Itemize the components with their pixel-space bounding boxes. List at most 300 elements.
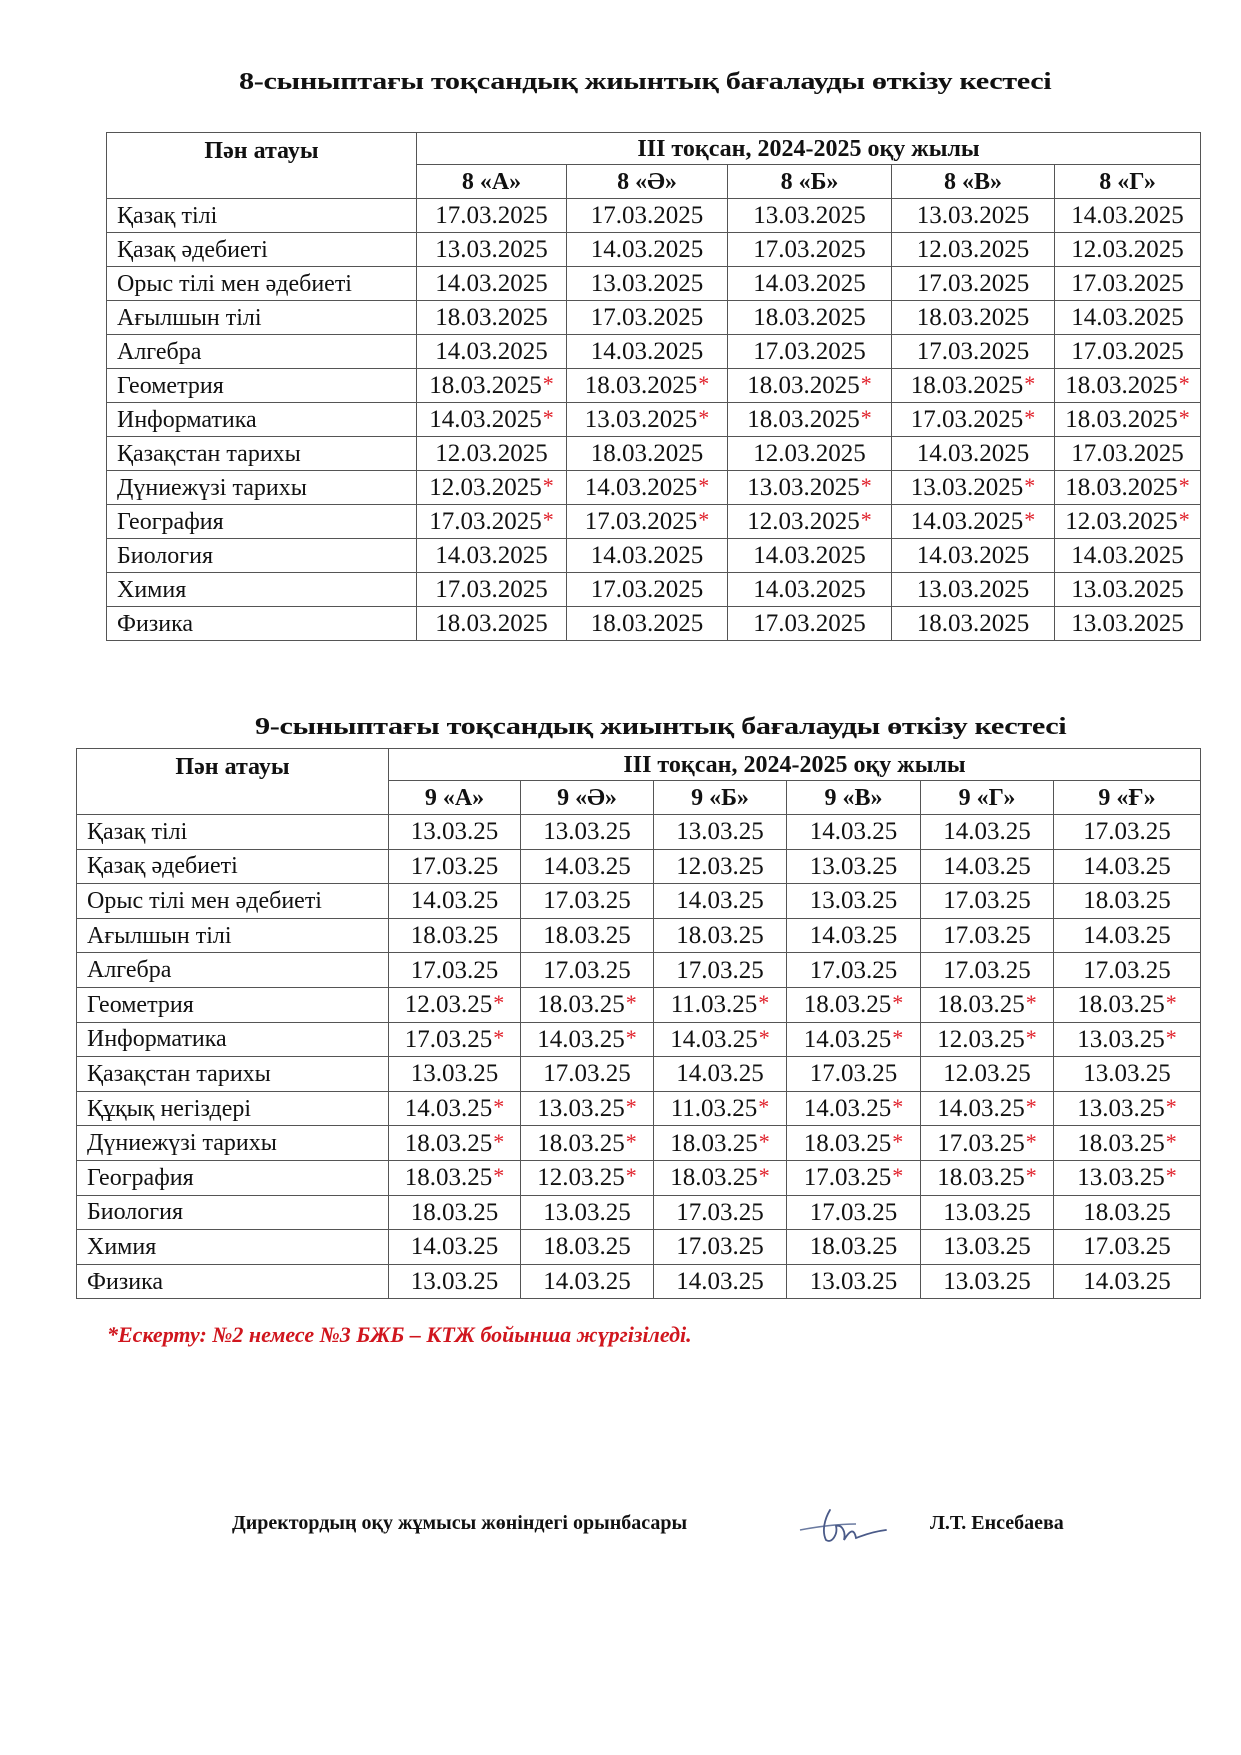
exam-date-cell: [521, 1057, 654, 1092]
subject-name: Информатика: [77, 1022, 389, 1057]
exam-date-cell: [389, 884, 521, 919]
exam-date-cell: [1055, 573, 1201, 607]
exam-date-cell: [567, 233, 728, 267]
exam-date-cell: [417, 335, 567, 369]
exam-date-cell: [892, 539, 1055, 573]
exam-date-cell: [654, 1160, 787, 1195]
exam-date: 17.03.25: [676, 1198, 764, 1226]
exam-date-cell: [1055, 335, 1201, 369]
exam-date: 13.03.2025: [747, 474, 860, 501]
exam-date: 17.03.25: [943, 956, 1031, 984]
exam-date: 18.03.25: [537, 991, 625, 1019]
exam-date-cell: [389, 1160, 521, 1195]
exam-date-cell: [417, 505, 567, 539]
exam-date-cell: [1054, 1126, 1201, 1161]
subject-name: Қазақ әдебиеті: [107, 233, 417, 267]
exam-date-cell: [787, 1195, 921, 1230]
asterisk-marker: *: [698, 405, 710, 430]
exam-date-cell: [567, 301, 728, 335]
exam-date-cell: [521, 1022, 654, 1057]
subject-name: Алгебра: [107, 335, 417, 369]
subject-name: Физика: [77, 1264, 389, 1299]
exam-date-cell: [921, 884, 1054, 919]
exam-date-cell: [728, 301, 892, 335]
exam-date: 14.03.25: [1083, 852, 1171, 880]
exam-date-cell: [1054, 987, 1201, 1022]
class-column-header: 8 «Ә»: [567, 165, 728, 199]
exam-date: 13.03.25: [809, 852, 898, 880]
exam-date: 13.03.25: [676, 818, 764, 846]
exam-date-cell: [521, 953, 654, 988]
asterisk-marker: *: [698, 371, 710, 396]
exam-date-cell: [787, 1057, 921, 1092]
exam-date: 17.03.25: [676, 1233, 764, 1261]
exam-date-cell: [892, 403, 1055, 437]
exam-date-cell: [892, 369, 1055, 403]
exam-date: 13.03.2025: [435, 236, 548, 263]
exam-date: 14.03.2025: [753, 270, 866, 297]
exam-date: 17.03.2025: [753, 236, 866, 263]
subject-name: География: [107, 505, 417, 539]
exam-date-cell: [728, 505, 892, 539]
exam-date-cell: [654, 1230, 787, 1265]
exam-date: 14.03.2025: [435, 542, 548, 569]
exam-date: 17.03.2025: [1071, 270, 1184, 297]
asterisk-marker: *: [1025, 1163, 1037, 1189]
exam-date-cell: [654, 884, 787, 919]
subject-name: Биология: [107, 539, 417, 573]
subject-name: Ағылшын тілі: [77, 918, 389, 953]
table-row: [77, 1264, 1201, 1299]
exam-date-cell: [417, 301, 567, 335]
exam-date-cell: [1054, 1264, 1201, 1299]
exam-date: 14.03.25: [543, 852, 631, 880]
exam-date: 17.03.25: [543, 956, 631, 984]
subject-name: Қазақ әдебиеті: [77, 849, 389, 884]
exam-date: 17.03.25: [809, 956, 898, 984]
exam-date: 14.03.2025: [590, 542, 704, 569]
exam-date: 17.03.2025: [1071, 338, 1184, 365]
exam-date-cell: [654, 1195, 787, 1230]
exam-date-cell: [417, 573, 567, 607]
subject-name: Алгебра: [77, 953, 389, 988]
table-row: [77, 953, 1201, 988]
asterisk-marker: *: [1165, 990, 1177, 1016]
exam-date: 17.03.2025: [429, 508, 542, 535]
exam-date-cell: [1055, 471, 1201, 505]
exam-date-cell: [921, 1126, 1054, 1161]
exam-date-cell: [787, 1091, 921, 1126]
table-row: [107, 369, 1201, 403]
exam-date: 14.03.2025: [910, 508, 1024, 535]
exam-date: 14.03.25: [404, 1095, 493, 1123]
exam-date-cell: [389, 987, 521, 1022]
exam-date: 17.03.25: [676, 956, 764, 984]
exam-date-cell: [1054, 849, 1201, 884]
table8-title: 8-сыныптағы тоқсандық жиынтық бағалауды өткізу кестесі: [239, 69, 1052, 95]
exam-date-cell: [921, 1091, 1054, 1126]
exam-date-cell: [787, 1160, 921, 1195]
exam-date: 14.03.25: [676, 1268, 764, 1296]
exam-date: 18.03.2025: [747, 406, 860, 433]
exam-date-cell: [417, 403, 567, 437]
exam-date: 14.03.25: [943, 852, 1031, 880]
exam-date: 17.03.2025: [435, 202, 548, 229]
exam-date: 13.03.25: [410, 1268, 499, 1296]
exam-date: 17.03.25: [410, 956, 499, 984]
exam-date: 17.03.2025: [753, 610, 866, 637]
asterisk-marker: *: [860, 507, 872, 532]
table-row: [107, 233, 1201, 267]
exam-date-cell: [1055, 607, 1201, 641]
exam-date-cell: [728, 335, 892, 369]
exam-date: 17.03.2025: [753, 338, 866, 365]
exam-date-cell: [1055, 267, 1201, 301]
exam-date-cell: [521, 1195, 654, 1230]
table-row: [77, 1195, 1201, 1230]
exam-date-cell: [389, 1057, 521, 1092]
exam-date: 18.03.25: [670, 1129, 758, 1157]
exam-date: 17.03.25: [809, 1060, 898, 1088]
exam-date: 13.03.25: [809, 887, 898, 915]
asterisk-marker: *: [1165, 1163, 1177, 1189]
subject-name: Қазақ тілі: [77, 815, 389, 850]
exam-date: 18.03.2025: [429, 372, 542, 399]
asterisk-marker: *: [625, 1163, 637, 1189]
exam-date: 14.03.2025: [753, 576, 866, 603]
exam-date: 14.03.25: [943, 818, 1031, 846]
exam-date-cell: [654, 1091, 787, 1126]
exam-date-cell: [728, 607, 892, 641]
table-row: [77, 1126, 1201, 1161]
exam-date: 13.03.25: [543, 818, 631, 846]
asterisk-marker: *: [493, 1163, 505, 1189]
exam-date: 18.03.2025: [590, 610, 704, 637]
exam-date-cell: [1055, 369, 1201, 403]
asterisk-marker: *: [1025, 1128, 1037, 1154]
asterisk-marker: *: [1178, 507, 1190, 532]
exam-date-cell: [567, 607, 728, 641]
exam-date-cell: [1054, 953, 1201, 988]
exam-date: 14.03.2025: [1071, 542, 1184, 569]
exam-date: 17.03.2025: [435, 576, 548, 603]
exam-date-cell: [389, 1195, 521, 1230]
exam-date: 18.03.25: [937, 991, 1025, 1019]
subject-column-header: Пән атауы: [77, 749, 389, 815]
exam-date-cell: [728, 199, 892, 233]
asterisk-marker: *: [625, 990, 637, 1016]
table-row: [107, 539, 1201, 573]
class-column-header: 9 «Ә»: [521, 781, 654, 815]
exam-date: 13.03.25: [1083, 1060, 1171, 1088]
exam-date: 18.03.2025: [584, 372, 698, 399]
exam-date: 14.03.25: [809, 818, 898, 846]
exam-date: 18.03.2025: [916, 610, 1030, 637]
exam-date-cell: [892, 335, 1055, 369]
asterisk-marker: *: [860, 473, 872, 498]
exam-date-cell: [654, 849, 787, 884]
asterisk-marker: *: [542, 371, 554, 396]
exam-date-cell: [921, 849, 1054, 884]
exam-date: 18.03.2025: [1065, 406, 1178, 433]
exam-date: 18.03.25: [670, 1164, 758, 1192]
asterisk-marker: *: [1024, 371, 1036, 396]
asterisk-marker: *: [758, 1094, 770, 1120]
exam-date-cell: [1054, 1057, 1201, 1092]
exam-date-cell: [892, 301, 1055, 335]
exam-date: 18.03.2025: [753, 304, 866, 331]
exam-date: 14.03.2025: [916, 440, 1030, 467]
exam-date: 18.03.25: [676, 922, 764, 950]
subject-name: Дүниежүзі тарихы: [77, 1126, 389, 1161]
exam-date-cell: [567, 471, 728, 505]
subject-name: Орыс тілі мен әдебиеті: [77, 884, 389, 919]
exam-date: 17.03.25: [543, 887, 631, 915]
exam-date-cell: [417, 233, 567, 267]
asterisk-marker: *: [493, 990, 505, 1016]
exam-date-cell: [521, 1091, 654, 1126]
exam-date-cell: [787, 884, 921, 919]
table-row: [107, 301, 1201, 335]
exam-date-cell: [567, 403, 728, 437]
exam-date-cell: [417, 199, 567, 233]
exam-date-cell: [787, 1022, 921, 1057]
table-row: [107, 471, 1201, 505]
exam-date: 14.03.2025: [1071, 202, 1184, 229]
exam-date: 18.03.25: [537, 1129, 625, 1157]
asterisk-marker: *: [892, 1163, 904, 1189]
exam-date: 13.03.25: [943, 1198, 1031, 1226]
exam-date-cell: [417, 267, 567, 301]
exam-date-cell: [389, 918, 521, 953]
class-column-header: 9 «Ғ»: [1054, 781, 1201, 815]
table-row: [107, 573, 1201, 607]
signature-icon: [796, 1500, 892, 1550]
exam-date-cell: [567, 437, 728, 471]
exam-date: 14.03.25: [1083, 922, 1171, 950]
exam-date: 17.03.25: [410, 852, 499, 880]
exam-date: 14.03.25: [410, 887, 499, 915]
exam-date-cell: [1054, 918, 1201, 953]
exam-date-cell: [654, 918, 787, 953]
asterisk-marker: *: [625, 1094, 637, 1120]
signatory-position: Директордың оқу жұмысы жөніндегі орынбасары: [232, 1512, 688, 1534]
exam-date: 13.03.25: [1077, 1164, 1165, 1192]
exam-date: 18.03.25: [937, 1164, 1025, 1192]
exam-date-cell: [567, 573, 728, 607]
exam-date: 14.03.2025: [435, 338, 548, 365]
exam-date-cell: [728, 233, 892, 267]
exam-date: 12.03.25: [943, 1060, 1031, 1088]
exam-date-cell: [654, 1264, 787, 1299]
subject-name: География: [77, 1160, 389, 1195]
asterisk-marker: *: [542, 405, 554, 430]
exam-date: 18.03.25: [543, 1233, 631, 1261]
exam-date: 18.03.2025: [916, 304, 1030, 331]
exam-date: 18.03.2025: [747, 372, 860, 399]
table-row: [77, 987, 1201, 1022]
exam-date-cell: [521, 987, 654, 1022]
exam-date-cell: [417, 607, 567, 641]
exam-date-cell: [417, 437, 567, 471]
exam-date-cell: [389, 1091, 521, 1126]
class-column-header: 8 «А»: [417, 165, 567, 199]
exam-date-cell: [892, 267, 1055, 301]
grade9-schedule-table: [76, 748, 1201, 1299]
exam-date: 18.03.25: [410, 922, 499, 950]
class-column-header: 9 «А»: [389, 781, 521, 815]
table-row: [107, 199, 1201, 233]
subject-name: Құқық негіздері: [77, 1091, 389, 1126]
asterisk-marker: *: [1024, 405, 1036, 430]
exam-date: 18.03.2025: [910, 372, 1024, 399]
subject-name: Ағылшын тілі: [107, 301, 417, 335]
asterisk-marker: *: [625, 1024, 637, 1050]
exam-date-cell: [521, 884, 654, 919]
asterisk-marker: *: [892, 990, 904, 1016]
exam-date: 18.03.25: [404, 1129, 493, 1157]
exam-date: 14.03.25: [937, 1095, 1025, 1123]
asterisk-marker: *: [892, 1024, 904, 1050]
exam-date: 14.03.25: [410, 1233, 499, 1261]
subject-name: Қазақ тілі: [107, 199, 417, 233]
table-row: [107, 505, 1201, 539]
exam-date-cell: [1055, 505, 1201, 539]
exam-date: 17.03.2025: [1071, 440, 1184, 467]
asterisk-marker: *: [758, 1024, 770, 1050]
exam-date: 18.03.2025: [1065, 474, 1178, 501]
exam-date: 17.03.2025: [910, 406, 1024, 433]
exam-date-cell: [521, 1230, 654, 1265]
period-header: ІІІ тоқсан, 2024-2025 оқу жылы: [417, 133, 1201, 165]
exam-date-cell: [1055, 403, 1201, 437]
exam-date: 12.03.2025: [435, 440, 548, 467]
exam-date: 12.03.2025: [753, 440, 866, 467]
exam-date-cell: [1054, 815, 1201, 850]
exam-date-cell: [921, 1057, 1054, 1092]
exam-date: 13.03.25: [1077, 1025, 1165, 1053]
table-row: [107, 267, 1201, 301]
exam-date-cell: [417, 539, 567, 573]
footnote-remark: *Ескерту: №2 немесе №3 БЖБ – КТЖ бойынша жүргізіледі.: [107, 1322, 692, 1347]
exam-date: 12.03.2025: [429, 474, 542, 501]
exam-date-cell: [892, 199, 1055, 233]
exam-date: 14.03.2025: [1071, 304, 1184, 331]
exam-date-cell: [1054, 1230, 1201, 1265]
class-column-header: 9 «В»: [787, 781, 921, 815]
exam-date-cell: [728, 403, 892, 437]
exam-date-cell: [892, 505, 1055, 539]
exam-date-cell: [892, 233, 1055, 267]
exam-date: 13.03.2025: [1071, 576, 1184, 603]
exam-date: 14.03.25: [803, 1025, 892, 1053]
asterisk-marker: *: [758, 990, 770, 1016]
grade8-schedule-table: [106, 132, 1201, 641]
exam-date-cell: [521, 1160, 654, 1195]
asterisk-marker: *: [1025, 1024, 1037, 1050]
exam-date-cell: [567, 199, 728, 233]
asterisk-marker: *: [1178, 473, 1190, 498]
exam-date-cell: [728, 369, 892, 403]
asterisk-marker: *: [758, 1163, 770, 1189]
exam-date: 18.03.25: [1077, 1129, 1165, 1157]
exam-date: 14.03.2025: [590, 338, 704, 365]
subject-name: Физика: [107, 607, 417, 641]
exam-date-cell: [567, 335, 728, 369]
exam-date: 14.03.25: [676, 887, 764, 915]
asterisk-marker: *: [1165, 1094, 1177, 1120]
subject-name: Биология: [77, 1195, 389, 1230]
exam-date-cell: [728, 267, 892, 301]
exam-date-cell: [787, 987, 921, 1022]
exam-date-cell: [1055, 539, 1201, 573]
asterisk-marker: *: [1178, 405, 1190, 430]
exam-date: 13.03.2025: [916, 202, 1030, 229]
exam-date: 17.03.2025: [590, 576, 704, 603]
exam-date-cell: [567, 267, 728, 301]
exam-date-cell: [921, 815, 1054, 850]
exam-date: 13.03.2025: [590, 270, 704, 297]
asterisk-marker: *: [1165, 1128, 1177, 1154]
exam-date-cell: [417, 369, 567, 403]
exam-date: 17.03.25: [1083, 956, 1171, 984]
asterisk-marker: *: [1178, 371, 1190, 396]
asterisk-marker: *: [698, 507, 710, 532]
exam-date: 14.03.2025: [584, 474, 698, 501]
exam-date: 18.03.25: [803, 991, 892, 1019]
asterisk-marker: *: [1165, 1024, 1177, 1050]
exam-date: 13.03.25: [537, 1095, 625, 1123]
exam-date: 14.03.25: [809, 922, 898, 950]
exam-date: 12.03.25: [937, 1025, 1025, 1053]
exam-date-cell: [389, 1264, 521, 1299]
subject-name: Геометрия: [77, 987, 389, 1022]
class-column-header: 9 «Г»: [921, 781, 1054, 815]
asterisk-marker: *: [1025, 990, 1037, 1016]
exam-date-cell: [389, 1126, 521, 1161]
exam-date: 13.03.2025: [753, 202, 866, 229]
exam-date-cell: [921, 1195, 1054, 1230]
exam-date: 17.03.2025: [584, 508, 698, 535]
exam-date-cell: [389, 815, 521, 850]
exam-date: 13.03.25: [943, 1268, 1031, 1296]
period-header: ІІІ тоқсан, 2024-2025 оқу жылы: [389, 749, 1201, 781]
exam-date: 12.03.2025: [1071, 236, 1184, 263]
exam-date: 13.03.25: [410, 1060, 499, 1088]
exam-date: 14.03.2025: [916, 542, 1030, 569]
exam-date: 17.03.25: [1083, 818, 1171, 846]
exam-date: 13.03.25: [1077, 1095, 1165, 1123]
exam-date: 11.03.25: [670, 991, 758, 1019]
exam-date-cell: [521, 1264, 654, 1299]
asterisk-marker: *: [493, 1024, 505, 1050]
exam-date: 17.03.25: [404, 1025, 493, 1053]
exam-date: 17.03.25: [809, 1198, 898, 1226]
asterisk-marker: *: [1024, 473, 1036, 498]
subject-name: Қазақстан тарихы: [107, 437, 417, 471]
exam-date: 12.03.25: [537, 1164, 625, 1192]
exam-date: 18.03.2025: [1065, 372, 1178, 399]
exam-date-cell: [1054, 1091, 1201, 1126]
exam-date-cell: [654, 953, 787, 988]
exam-date: 12.03.2025: [1065, 508, 1178, 535]
exam-date-cell: [521, 815, 654, 850]
subject-name: Орыс тілі мен әдебиеті: [107, 267, 417, 301]
exam-date-cell: [521, 918, 654, 953]
exam-date: 11.03.25: [670, 1095, 758, 1123]
class-column-header: 8 «Б»: [728, 165, 892, 199]
exam-date: 14.03.25: [543, 1268, 631, 1296]
